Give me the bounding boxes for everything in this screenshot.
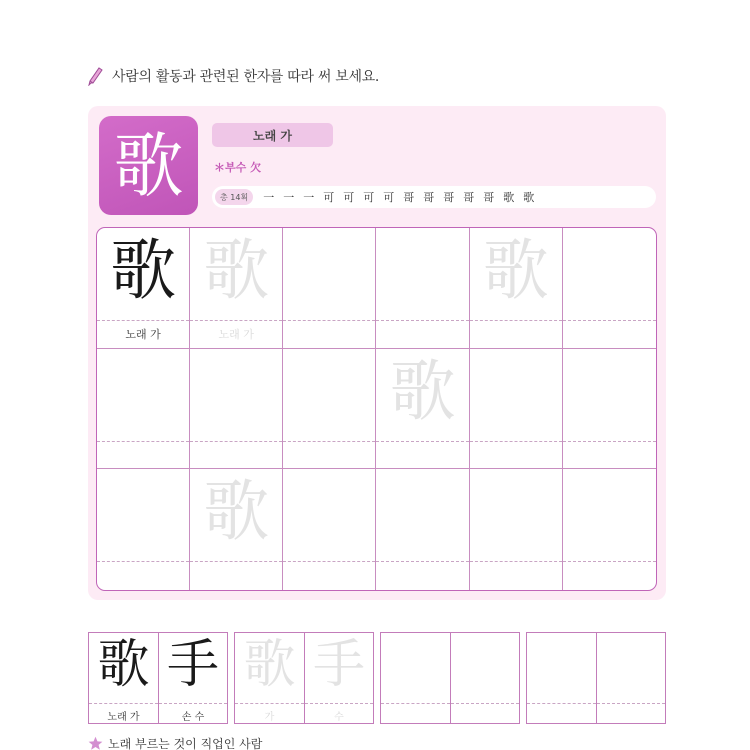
word-practice-cell[interactable] — [381, 633, 450, 723]
stroke-step: 一 — [303, 191, 315, 204]
practice-cell[interactable] — [563, 349, 656, 470]
practice-cell[interactable] — [470, 349, 563, 470]
trace-character: 手 — [312, 635, 365, 695]
model-character: 歌 — [97, 635, 150, 695]
character-panel — [88, 106, 666, 600]
stroke-step: 一 — [263, 191, 275, 204]
word-practice-cell[interactable] — [304, 633, 373, 723]
stroke-step: 哥 — [463, 191, 475, 204]
cell-label: 손 수 — [181, 712, 205, 723]
stroke-step: 哥 — [483, 191, 495, 204]
word-practice-box — [234, 632, 374, 724]
word-practice-box — [88, 632, 228, 724]
stroke-step: 可 — [383, 191, 395, 204]
word-practice-cell[interactable] — [158, 633, 227, 723]
cell-label: 가 — [264, 712, 275, 723]
model-character: 歌 — [110, 232, 177, 309]
trace-character: 歌 — [203, 473, 270, 551]
practice-cell[interactable] — [563, 469, 656, 590]
stroke-step: 哥 — [423, 191, 435, 204]
stroke-steps — [261, 189, 536, 205]
stroke-step: 歌 — [503, 191, 515, 204]
word-practice-cell[interactable] — [235, 633, 304, 723]
trace-character: 歌 — [243, 635, 296, 695]
practice-cell[interactable] — [190, 349, 283, 470]
stroke-step: 歌 — [523, 191, 535, 204]
practice-cell[interactable] — [376, 228, 469, 349]
main-character: 歌 — [113, 124, 184, 207]
meaning-label: 노래 가 — [212, 123, 333, 147]
practice-cell[interactable] — [190, 469, 283, 590]
stroke-step: 哥 — [443, 191, 455, 204]
word-practice-box — [380, 632, 520, 724]
practice-cell[interactable] — [283, 349, 376, 470]
practice-cell[interactable] — [376, 469, 469, 590]
word-practice-cell[interactable] — [450, 633, 519, 723]
practice-cell[interactable] — [97, 469, 190, 590]
word-meaning-text: 노래 부르는 것이 직업인 사람 — [108, 737, 263, 750]
practice-cell[interactable] — [376, 349, 469, 470]
stroke-step: 哥 — [403, 191, 415, 204]
radical-label: ＊부수 欠 — [214, 161, 262, 174]
pencil-icon — [88, 66, 104, 86]
practice-cell[interactable] — [97, 349, 190, 470]
practice-cell[interactable] — [190, 228, 283, 349]
model-character: 手 — [166, 635, 219, 695]
instruction-text: 사람의 활동과 관련된 한자를 따라 써 보세요. — [112, 69, 380, 85]
stroke-step: 可 — [343, 191, 355, 204]
stroke-step: 一 — [283, 191, 295, 204]
practice-cell[interactable] — [283, 228, 376, 349]
trace-character: 歌 — [389, 352, 456, 430]
practice-cell[interactable] — [283, 469, 376, 590]
instruction-heading — [88, 66, 379, 86]
trace-character: 歌 — [482, 232, 549, 309]
stroke-count-badge: 총 14획 — [215, 189, 253, 205]
word-practice-cell[interactable] — [527, 633, 596, 723]
cell-label: 노래 가 — [107, 712, 140, 723]
cell-label: 노래 가 — [125, 328, 161, 341]
practice-cell[interactable] — [470, 228, 563, 349]
practice-cell[interactable] — [470, 469, 563, 590]
trace-character: 歌 — [203, 232, 270, 309]
word-practice-cell[interactable] — [596, 633, 665, 723]
stroke-step: 可 — [323, 191, 335, 204]
word-practice-box — [526, 632, 666, 724]
word-practice-cell[interactable] — [89, 633, 158, 723]
cell-label: 노래 가 — [218, 328, 254, 341]
practice-cell[interactable] — [563, 228, 656, 349]
main-character-tile — [99, 116, 198, 215]
practice-grid — [96, 227, 657, 591]
star-icon — [88, 736, 103, 750]
practice-cell[interactable] — [97, 228, 190, 349]
cell-label: 수 — [334, 712, 344, 723]
stroke-order-bar — [212, 186, 656, 208]
word-meaning — [88, 735, 262, 750]
stroke-step: 可 — [363, 191, 375, 204]
